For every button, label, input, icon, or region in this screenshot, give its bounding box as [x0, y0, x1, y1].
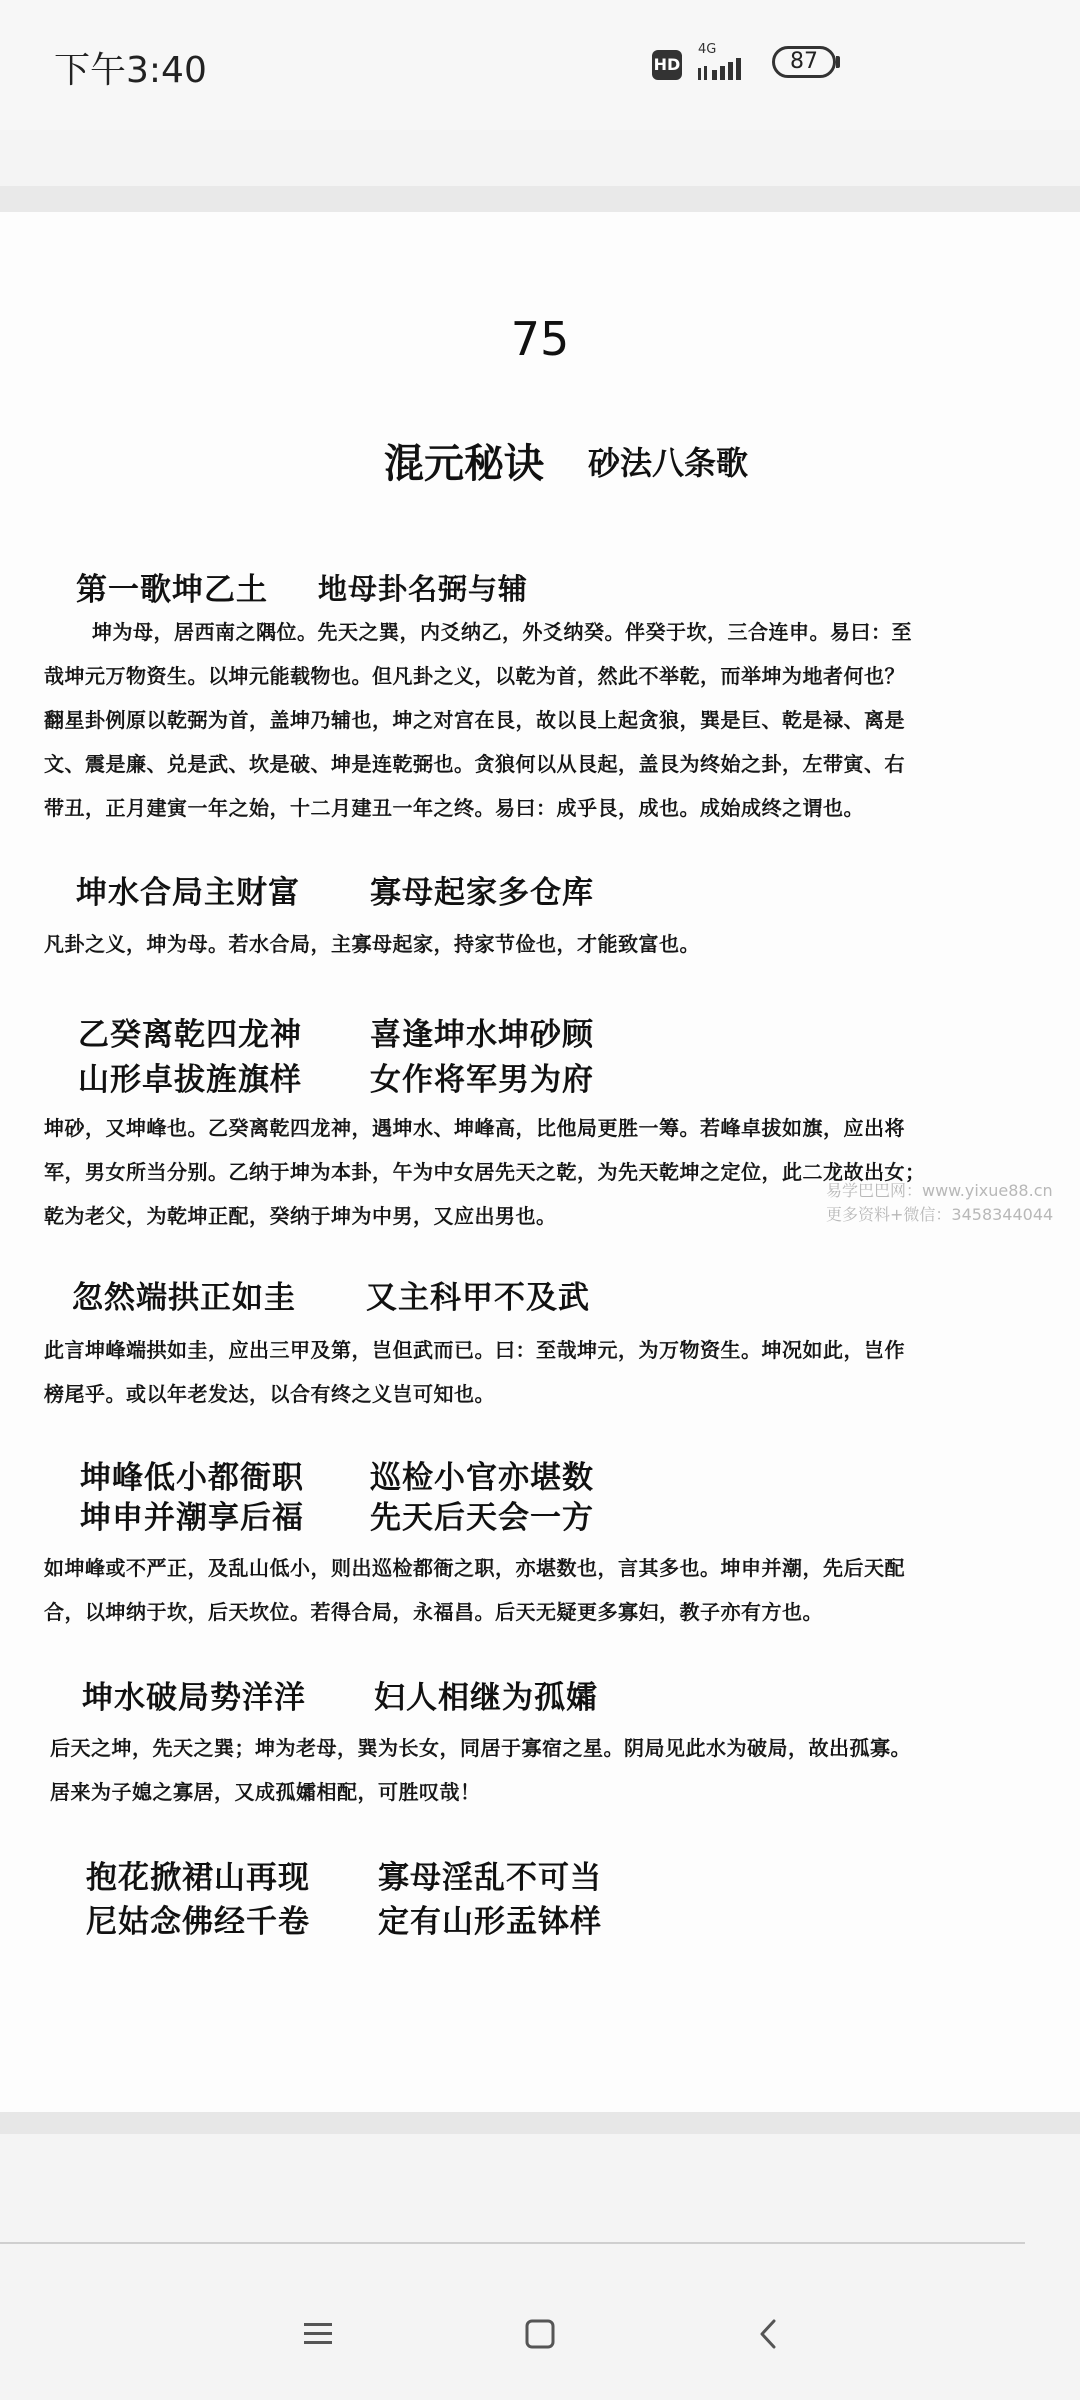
verse-line-a: 坤水合局主财富	[76, 875, 300, 911]
verse-line-b: 女作将军男为府	[370, 1062, 594, 1098]
verse-line-a: 乙癸离乾四龙神	[78, 1017, 302, 1053]
prose-line: 翻星卦例原以乾弼为首，盖坤乃辅也，坤之对宫在艮，故以艮上起贪狼，巽是巨、乾是禄、离是	[44, 708, 905, 732]
prose-line: 乾为老父，为乾坤正配，癸纳于坤为中男，又应出男也。	[44, 1204, 557, 1228]
verse-line-a: 坤峰低小都衙职	[80, 1460, 304, 1496]
verse-line-b: 又主科甲不及武	[366, 1280, 590, 1316]
verse-line-a: 抱花掀裙山再现	[86, 1860, 310, 1896]
network-type-label: 4G	[698, 42, 717, 57]
prose-line: 如坤峰或不严正，及乱山低小，则出巡检都衙之职，亦堪数也，言其多也。坤申并潮，先后天配	[44, 1556, 905, 1580]
prose-line: 坤砂，又坤峰也。乙癸离乾四龙神，遇坤水、坤峰高，比他局更胜一筹。若峰卓拔如旗，应出将	[44, 1116, 905, 1140]
prose-line: 文、震是廉、兑是武、坎是破、坤是连乾弼也。贪狼何以从艮起，盖艮为终始之卦，左带寅、右	[44, 752, 905, 776]
verse-line-b: 妇人相继为孤孀	[374, 1680, 598, 1716]
status-bar	[0, 0, 1080, 130]
prose-line: 凡卦之义，坤为母。若水合局，主寡母起家，持家节俭也，才能致富也。	[44, 932, 700, 956]
home-button[interactable]	[510, 2304, 570, 2364]
prose-line: 军，男女所当分别。乙纳于坤为本卦，午为中女居先天之乾，为先天乾坤之定位，此二龙故出女；	[44, 1160, 926, 1184]
prose-line: 合，以坤纳于坎，后天坎位。若得合局，永福昌。后天无疑更多寡妇，教子亦有方也。	[44, 1600, 823, 1624]
prose-line: 后天之坤，先天之巽；坤为老母，巽为长女，同居于寡宿之星。阴局见此水为破局，故出孤寡。	[50, 1736, 911, 1760]
verse-line-a: 山形卓拔旌旗样	[78, 1062, 302, 1098]
verse-line-a: 尼姑念佛经千卷	[86, 1904, 310, 1940]
verse-line-a: 忽然端拱正如圭	[72, 1280, 296, 1316]
top-divider	[0, 186, 1080, 212]
watermark-site: 易学巴巴网：www.yixue88.cn	[826, 1181, 1053, 1200]
watermark-contact: 更多资料+微信：3458344044	[826, 1205, 1054, 1224]
page-number: 75	[510, 312, 570, 366]
prose-line: 居来为子媳之寡居，又成孤孀相配，可胜叹哉！	[50, 1780, 481, 1804]
battery-tip	[836, 56, 840, 68]
chapter-title: 混元秘诀	[384, 441, 544, 487]
verse-line-b: 定有山形盂钵样	[378, 1904, 602, 1940]
back-chevron-icon	[750, 2316, 786, 2352]
status-time: 下午3:40	[54, 50, 207, 91]
chapter-subtitle: 砂法八条歌	[588, 444, 749, 482]
verse-line-a: 坤水破局势洋洋	[82, 1680, 306, 1716]
battery-indicator: 87	[772, 46, 836, 78]
verse-line-a: 坤申并潮享后福	[80, 1500, 304, 1536]
recent-apps-button[interactable]	[288, 2304, 348, 2364]
back-button[interactable]	[738, 2304, 798, 2364]
prose-line: 哉坤元万物资生。以坤元能载物也。但凡卦之义，以乾为首，然此不举乾，而举坤为地者何也？	[44, 664, 905, 688]
system-navigation-bar	[0, 2270, 1080, 2400]
menu-icon	[300, 2316, 336, 2352]
verse-line-b: 寡母淫乱不可当	[378, 1860, 602, 1896]
signal-strength-icon	[694, 56, 754, 82]
verse-line-a: 第一歌坤乙土	[76, 572, 268, 608]
prose-line: 榜尾乎。或以年老发达，以合有终之义岂可知也。	[44, 1382, 495, 1406]
page-bottom-divider	[0, 2112, 1080, 2134]
document-page	[0, 212, 1080, 2112]
verse-line-b: 巡检小官亦堪数	[370, 1460, 594, 1496]
prose-line: 坤为母，居西南之隅位。先天之巽，内爻纳乙，外爻纳癸。伴癸于坎，三合连申。易曰：至	[92, 620, 912, 644]
prose-line: 带丑，正月建寅一年之始，十二月建丑一年之终。易曰：成乎艮，成也。成始成终之谓也。	[44, 796, 864, 820]
hd-badge: HD	[652, 50, 682, 80]
verse-line-b: 寡母起家多仓库	[370, 875, 594, 911]
verse-line-b: 喜逢坤水坤砂顾	[370, 1017, 594, 1053]
bottom-rule	[0, 2242, 1025, 2244]
prose-line: 此言坤峰端拱如圭，应出三甲及第，岂但武而已。曰：至哉坤元，为万物资生。坤况如此，岂作	[44, 1338, 905, 1362]
home-square-icon	[522, 2316, 558, 2352]
verse-line-b: 先天后天会一方	[370, 1500, 594, 1536]
verse-line-b: 地母卦名弼与辅	[318, 572, 529, 606]
